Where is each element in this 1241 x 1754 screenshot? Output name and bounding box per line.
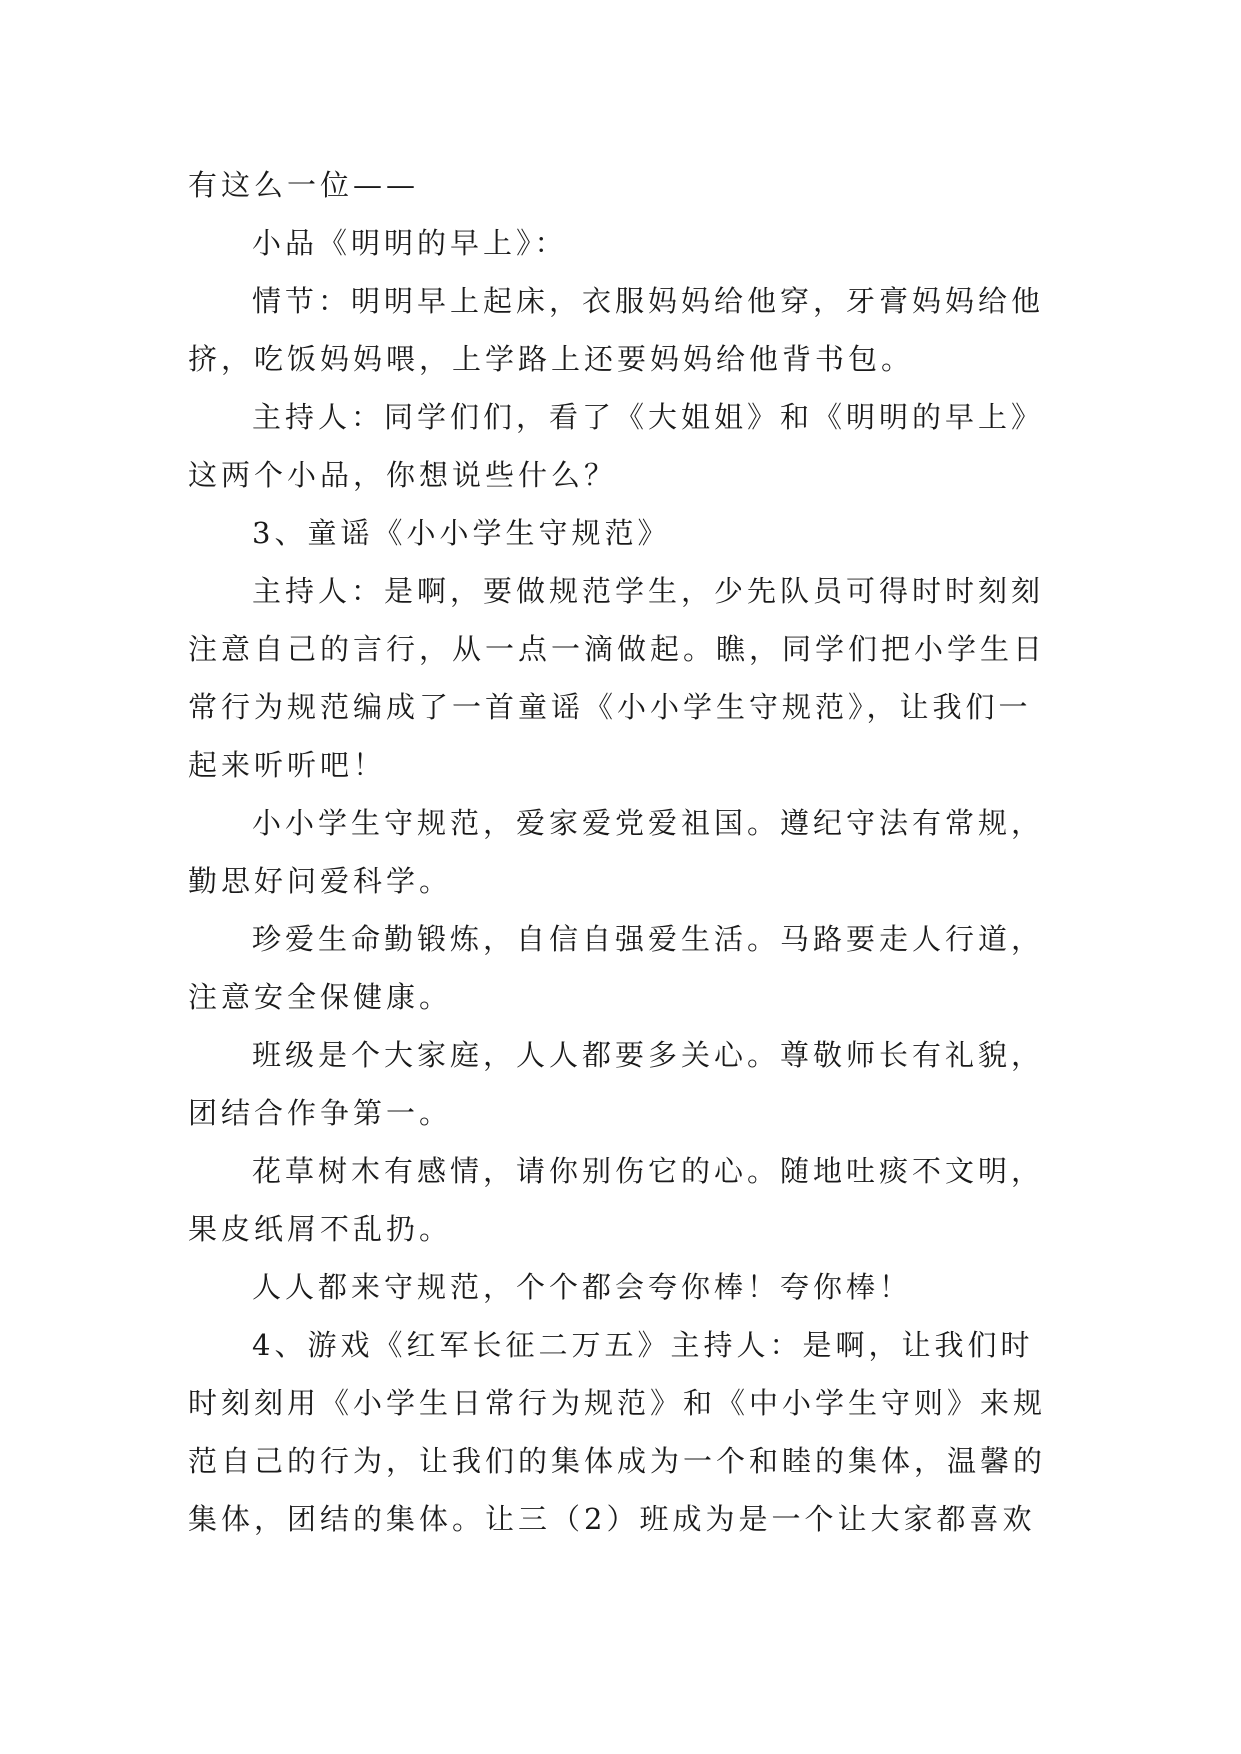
text-line: 班级是个大家庭，人人都要多关心。尊敬师长有礼貌， <box>252 1038 1045 1072</box>
text-line: 珍爱生命勤锻炼，自信自强爱生活。马路要走人行道， <box>252 922 1045 956</box>
text-line: 范自己的行为，让我们的集体成为一个和睦的集体，温馨的 <box>188 1444 1047 1478</box>
text-line: 小小学生守规范，爱家爱党爱祖国。遵纪守法有常规， <box>252 806 1045 840</box>
text-line: 果皮纸屑不乱扔。 <box>188 1212 453 1246</box>
text-line: 人人都来守规范，个个都会夸你棒！夸你棒！ <box>252 1270 913 1304</box>
text-line: 主持人：同学们们，看了《大姐姐》和《明明的早上》 <box>252 400 1045 434</box>
text-line: 情节：明明早上起床，衣服妈妈给他穿，牙膏妈妈给他 <box>252 284 1045 318</box>
text-line: 时刻刻用《小学生日常行为规范》和《中小学生守则》来规 <box>188 1386 1047 1420</box>
text-line: 这两个小品，你想说些什么？ <box>188 458 618 492</box>
text-line: 团结合作争第一。 <box>188 1096 453 1130</box>
text-line: 注意自己的言行，从一点一滴做起。瞧，同学们把小学生日 <box>188 632 1047 666</box>
text-line: 注意安全保健康。 <box>188 980 453 1014</box>
text-line: 常行为规范编成了一首童谣《小小学生守规范》，让我们一 <box>188 690 1032 724</box>
text-line: 4、游戏《红军长征二万五》主持人：是啊，让我们时 <box>252 1328 1034 1362</box>
text-line: 有这么一位—— <box>188 168 420 202</box>
text-line: 主持人：是啊，要做规范学生，少先队员可得时时刻刻 <box>252 574 1045 608</box>
text-line: 小品《明明的早上》： <box>252 226 568 260</box>
text-line: 勤思好问爱科学。 <box>188 864 453 898</box>
text-line: 起来听听吧！ <box>188 748 387 782</box>
text-line: 花草树木有感情，请你别伤它的心。随地吐痰不文明， <box>252 1154 1045 1188</box>
text-line: 挤，吃饭妈妈喂，上学路上还要妈妈给他背书包。 <box>188 342 915 376</box>
text-line: 集体，团结的集体。让三（2）班成为是一个让大家都喜欢 <box>188 1502 1036 1536</box>
text-line: 3、童谣《小小学生守规范》 <box>252 516 671 550</box>
